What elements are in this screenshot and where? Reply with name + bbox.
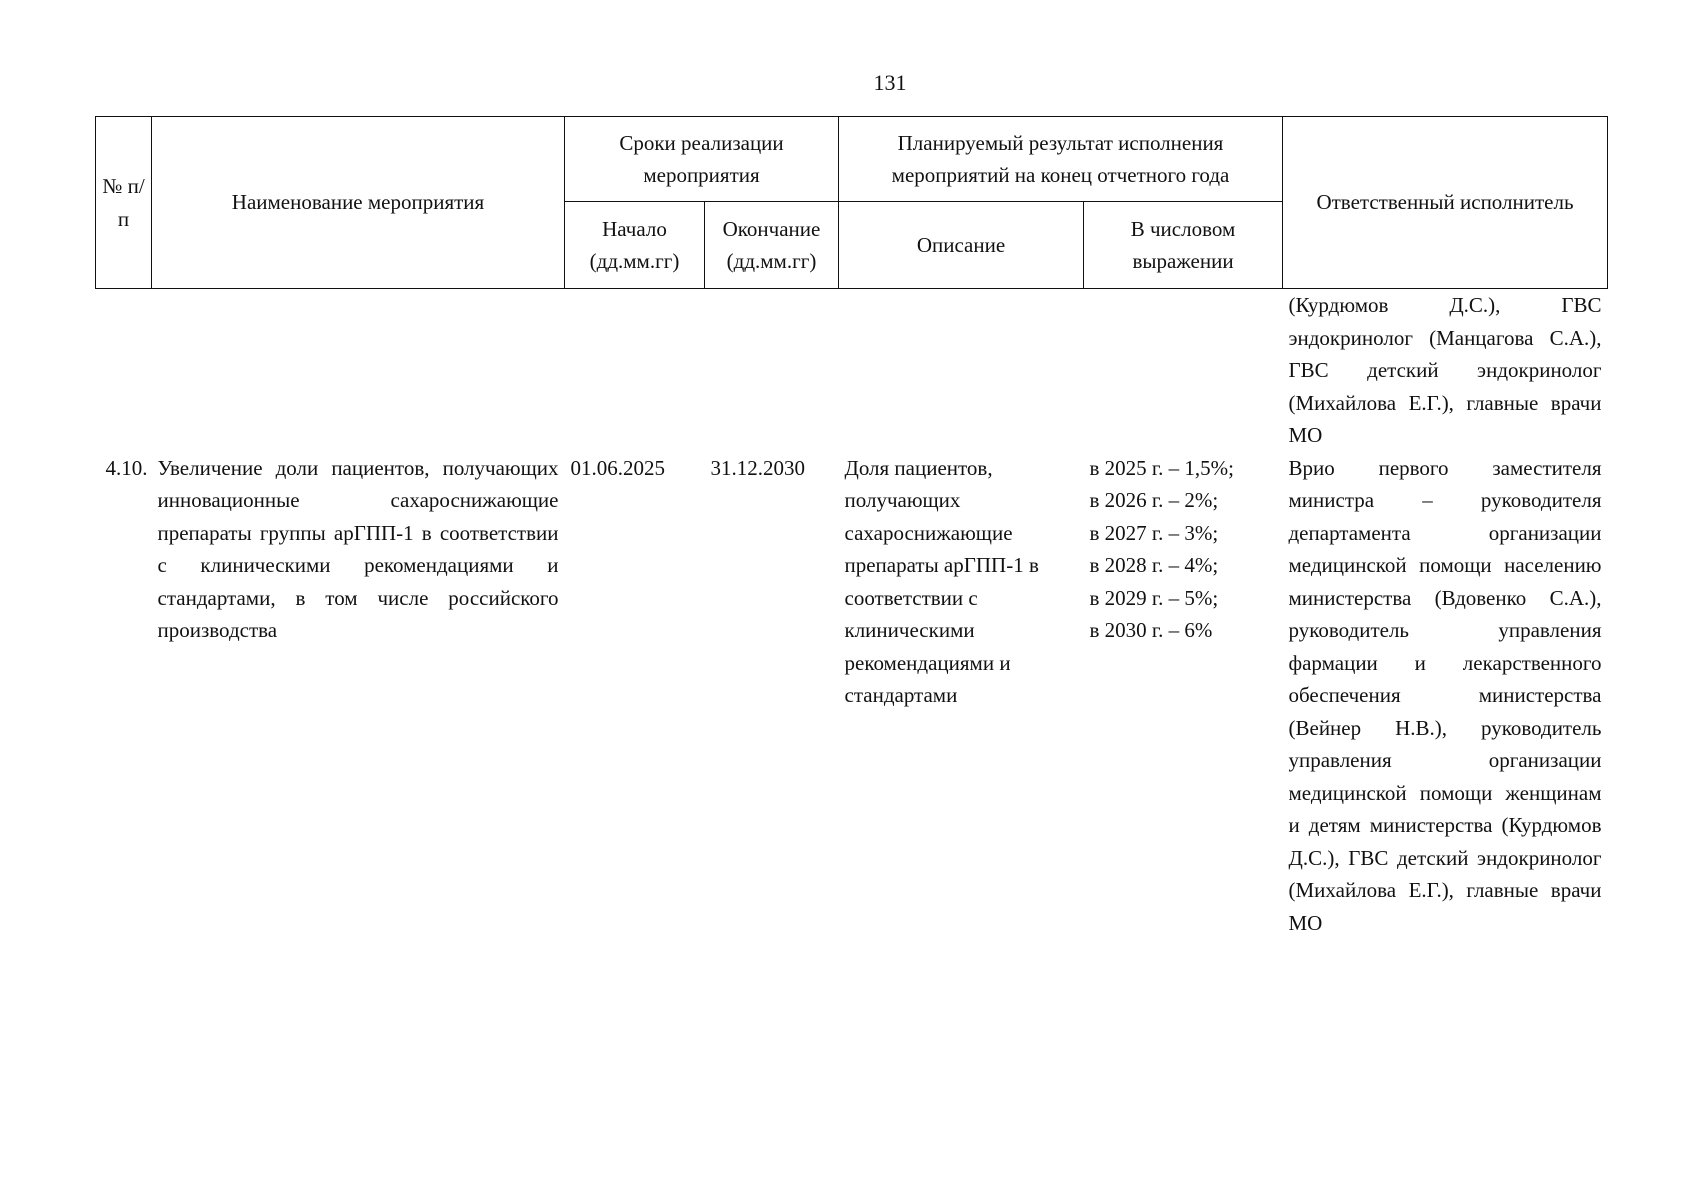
row-description: Доля пациентов, получающих сахароснижающие препараты арГПП-1 в соответствии с клиническими рекомендациями и стандартами: [844, 455, 1039, 707]
row-numeric: [1084, 452, 1283, 940]
numeric-line: в 2030 г. – 6%: [1089, 618, 1213, 642]
row-name: Увеличение доли пациентов, получающих инновационные сахароснижающие препараты группы арГПП-1 в соответствии с клиническими рекомендациями и стандартами, в том числе российского производства: [157, 455, 559, 642]
header-num: № п/п: [96, 117, 152, 289]
header-result-group: Планируемый результат исполнения мероприятий на конец отчетного года: [839, 117, 1283, 202]
header-end: Окончание (дд.мм.гг): [705, 202, 839, 289]
numeric-line: в 2029 г. – 5%;: [1089, 585, 1219, 610]
table-header: [96, 117, 1608, 289]
table-row-continuation: [96, 289, 1608, 452]
table-row: [96, 452, 1608, 940]
numeric-line: в 2026 г. – 2%;: [1089, 488, 1219, 512]
row-num: 4.10.: [105, 455, 148, 480]
header-start: Начало (дд.мм.гг): [565, 202, 705, 289]
page-number: 131: [873, 70, 907, 95]
numeric-line: в 2027 г. – 3%;: [1089, 520, 1219, 545]
row-end-date: 31.12.2030: [710, 455, 805, 480]
row-start-date: 01.06.2025: [570, 455, 665, 480]
plan-table: [95, 116, 1608, 939]
numeric-line: в 2028 г. – 4%;: [1089, 553, 1219, 577]
header-description: Описание: [839, 202, 1084, 289]
header-numeric: В числовом выражении: [1084, 202, 1283, 289]
header-responsible: Ответственный исполнитель: [1283, 117, 1608, 289]
row-responsible: Врио первого заместителя министра – руководителя департамента организации медицинской помощи населению министерства (Вдовенко С.А.), руководитель управления фармации и лекарственного обеспечения министерства (Вейнер Н.В.), руководитель управления организации медицинской помощи женщинам и детям министерства (Курдюмов Д.С.), ГВС детский эндокринолог (Михайлова Е.Г.), главные врачи МО: [1288, 455, 1602, 935]
numeric-line: в 2025 г. – 1,5%;: [1089, 455, 1234, 480]
header-terms-group: Сроки реализации мероприятия: [565, 117, 839, 202]
continuation-responsible: (Курдюмов Д.С.), ГВС эндокринолог (Манцагова С.А.), ГВС детский эндокринолог (Михайлова Е.Г.), главные врачи МО: [1288, 293, 1602, 447]
header-name: Наименование мероприятия: [152, 117, 565, 289]
